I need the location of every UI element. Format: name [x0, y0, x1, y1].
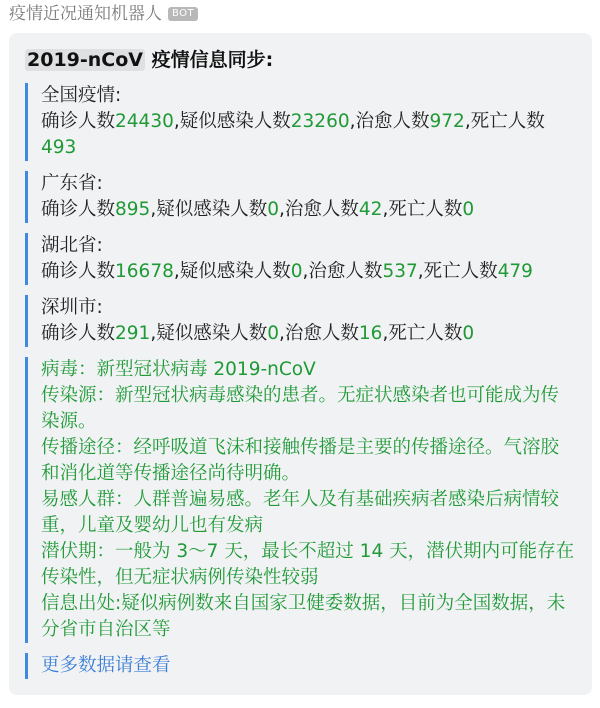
cured-count: 16 — [358, 323, 383, 344]
dead-count: 479 — [497, 261, 533, 282]
confirmed-count: 895 — [115, 199, 151, 220]
confirmed-count: 24430 — [115, 111, 174, 132]
more-data-block — [25, 653, 576, 679]
region-block-national — [25, 83, 576, 161]
info-incubation: 潜伏期：一般为 3～7 天，最长不超过 14 天，潜伏期内可能存在传染性，但无症状病例传染性较弱 — [41, 541, 575, 588]
suspected-count: 0 — [267, 323, 279, 344]
confirmed-label: 确诊人数 — [41, 111, 116, 132]
region-stats — [41, 109, 576, 161]
region-block-guangdong — [25, 171, 576, 223]
region-stats — [41, 321, 576, 347]
info-source: 传染源：新型冠状病毒感染的患者。无症状感染者也可能成为传染源。 — [41, 385, 560, 432]
info-virus: 病毒：新型冠状病毒 2019-nCoV — [41, 359, 316, 380]
region-block-shenzhen — [25, 295, 576, 347]
suspected-label: ,疑似感染人数 — [150, 323, 268, 344]
confirmed-label: 确诊人数 — [41, 199, 116, 220]
cured-label: ,治愈人数 — [349, 111, 430, 132]
cured-label: ,治愈人数 — [302, 261, 383, 282]
confirmed-label: 确诊人数 — [41, 323, 116, 344]
dead-count: 0 — [462, 199, 475, 220]
suspected-label: ,疑似感染人数 — [173, 261, 291, 282]
info-data-source: 信息出处:疑似病例数来自国家卫健委数据，目前为全国数据，未分省市自治区等 — [41, 593, 566, 640]
region-stats — [41, 259, 576, 285]
region-name: 湖北省: — [41, 235, 103, 256]
dead-label: ,死亡人数 — [382, 323, 463, 344]
dead-count: 0 — [462, 323, 475, 344]
confirmed-count: 16678 — [115, 261, 174, 282]
cured-label: ,治愈人数 — [279, 199, 359, 220]
sender-name: 疫情近况通知机器人 — [9, 4, 162, 24]
confirmed-label: 确诊人数 — [41, 261, 116, 282]
region-name: 深圳市: — [41, 297, 103, 318]
suspected-count: 0 — [267, 199, 279, 220]
suspected-count: 23260 — [290, 111, 350, 132]
bot-badge: BOT — [168, 7, 198, 21]
region-name: 全国疫情: — [41, 85, 122, 106]
region-name: 广东省: — [41, 173, 103, 194]
message-sender — [9, 3, 198, 25]
suspected-label: ,疑似感染人数 — [173, 111, 291, 132]
region-block-hubei — [25, 233, 576, 285]
more-data-link[interactable]: 更多数据请查看 — [41, 655, 171, 676]
suspected-count: 0 — [290, 261, 303, 282]
title-code: 2019-nCoV — [27, 49, 143, 71]
info-transmission: 传播途径：经呼吸道飞沫和接触传播是主要的传播途径。气溶胶和消化道等传播途径尚待明确。 — [41, 437, 560, 484]
confirmed-count: 291 — [115, 323, 151, 344]
dead-label: ,死亡人数 — [417, 261, 498, 282]
info-susceptible: 易感人群：人群普遍易感。老年人及有基础疾病者感染后病情较重，儿童及婴幼儿也有发病 — [41, 489, 560, 536]
cured-label: ,治愈人数 — [279, 323, 359, 344]
disease-info-block — [25, 357, 576, 643]
dead-label: ,死亡人数 — [464, 111, 545, 132]
title-text: 疫情信息同步: — [145, 49, 274, 71]
dead-label: ,死亡人数 — [382, 199, 463, 220]
card-title — [25, 47, 576, 73]
cured-count: 42 — [358, 199, 383, 220]
cured-count: 972 — [429, 111, 465, 132]
dead-count: 493 — [41, 137, 77, 158]
suspected-label: ,疑似感染人数 — [150, 199, 268, 220]
cured-count: 537 — [382, 261, 418, 282]
message-card — [9, 33, 592, 695]
region-stats — [41, 197, 576, 223]
